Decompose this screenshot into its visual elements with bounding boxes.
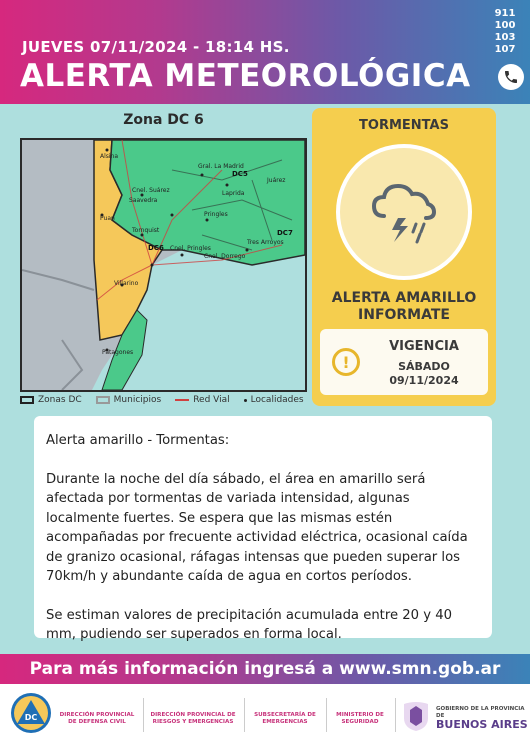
map-legend: [20, 395, 307, 405]
info-link-bar[interactable]: Para más información ingresá a www.smn.gob.ar: [0, 654, 530, 684]
municipios-swatch: [96, 396, 110, 404]
locality-label: Cnel. Suárez: [132, 187, 170, 194]
zone-map: [20, 138, 307, 392]
dc-logo-text: DC: [24, 713, 38, 722]
alert-card: [312, 108, 496, 406]
zone-label-dc6: DC6: [148, 244, 164, 252]
legend-label: Zonas DC: [38, 395, 82, 405]
divider: [326, 698, 327, 732]
emergency-number: 103: [494, 32, 516, 43]
province-shield-icon: [402, 700, 430, 732]
road-swatch: [175, 399, 189, 401]
vigencia-day: SÁBADO: [398, 360, 450, 373]
vigencia-box: [320, 329, 488, 395]
locality-label: Saavedra: [129, 197, 158, 204]
alert-level: [312, 290, 496, 324]
logo-subsecretaria: SUBSECRETARÍA DE EMERGENCIAS: [254, 712, 316, 725]
locality-label: Gral. La Madrid: [198, 163, 244, 170]
divider: [143, 698, 144, 732]
locality-label: Cnel. Dorrego: [204, 253, 246, 260]
header-banner: [0, 0, 530, 104]
locality-label: Cnel. Pringles: [170, 245, 211, 252]
description-paragraph: Durante la noche del día sábado, el área en amarillo será afectada por tormentas de variada intensidad, algunas localmente fuertes. Se espera que las mismas estén acompañadas por frecuente actividad eléctrica, ocasional caída de granizo ocasional, ráfagas intensas que pueden superar los 70km/h y abundante caída de agua en cortos períodos.: [46, 471, 468, 584]
emergency-number: 107: [494, 44, 516, 55]
legend-label: Municipios: [113, 395, 162, 405]
locality-label: Alsina: [100, 153, 119, 160]
logo-defensa-civil: DIRECCIÓN PROVINCIAL DE DEFENSA CIVIL: [59, 712, 135, 725]
zone-label-dc7: DC7: [277, 229, 293, 237]
zone-label-dc5: DC5: [232, 170, 248, 178]
storm-cloud-icon: [336, 144, 472, 280]
warning-icon: !: [332, 348, 360, 376]
issue-datetime: JUEVES 07/11/2024 - 18:14 HS.: [22, 38, 290, 56]
locality-label: Tres Arroyos: [247, 239, 284, 246]
legend-item: [244, 395, 304, 405]
alert-level-line1: ALERTA AMARILLO: [331, 290, 477, 306]
province-name: BUENOS AIRES: [436, 718, 528, 731]
locality-label: Juárez: [267, 177, 286, 184]
zones-swatch: [20, 396, 34, 404]
emergency-number: 911: [494, 8, 516, 19]
alert-level-line2: INFORMATE: [358, 307, 450, 323]
locality-label: Villarino: [114, 280, 139, 287]
logo-riesgos: DIRECCIÓN PROVINCIAL DE RIESGOS Y EMERGENCIAS: [150, 712, 236, 725]
legend-item: [175, 395, 229, 405]
emergency-numbers: [492, 8, 518, 56]
divider: [244, 698, 245, 732]
locality-label: Tornquist: [132, 227, 160, 234]
locality-swatch: [244, 399, 247, 402]
vigencia-label: VIGENCIA: [389, 339, 459, 354]
vigencia-date: 09/11/2024: [389, 374, 459, 387]
locality-label: Patagones: [102, 349, 134, 356]
description-heading: Alerta amarillo - Tormentas:: [46, 433, 230, 448]
description-paragraph: Se estiman valores de precipitación acumulada entre 20 y 40 mm, pudiendo ser superados en forma local.: [46, 607, 453, 642]
map-svg: [22, 140, 305, 390]
legend-label: Red Vial: [193, 395, 230, 405]
logo-ministerio: MINISTERIO DE SEGURIDAD: [336, 712, 384, 725]
phone-icon: [498, 64, 524, 90]
phenomenon-label: TORMENTAS: [359, 118, 449, 133]
defensa-civil-logo: [10, 692, 52, 734]
divider: [395, 698, 396, 732]
legend-item: [20, 395, 82, 405]
locality-label: Pringles: [204, 211, 228, 218]
page-title: ALERTA METEOROLÓGICA: [20, 58, 471, 94]
legend-label: Localidades: [250, 395, 304, 405]
footer-logos: [0, 684, 530, 750]
legend-item: [96, 395, 162, 405]
emergency-number: 100: [494, 20, 516, 31]
province-government-label: GOBIERNO DE LA PROVINCIA DE: [436, 706, 525, 719]
map-section: [20, 112, 307, 408]
locality-label: Laprida: [222, 190, 245, 197]
alert-description: [34, 416, 492, 642]
zone-title: Zona DC 6: [123, 112, 204, 128]
locality-label: Puan: [100, 215, 115, 222]
